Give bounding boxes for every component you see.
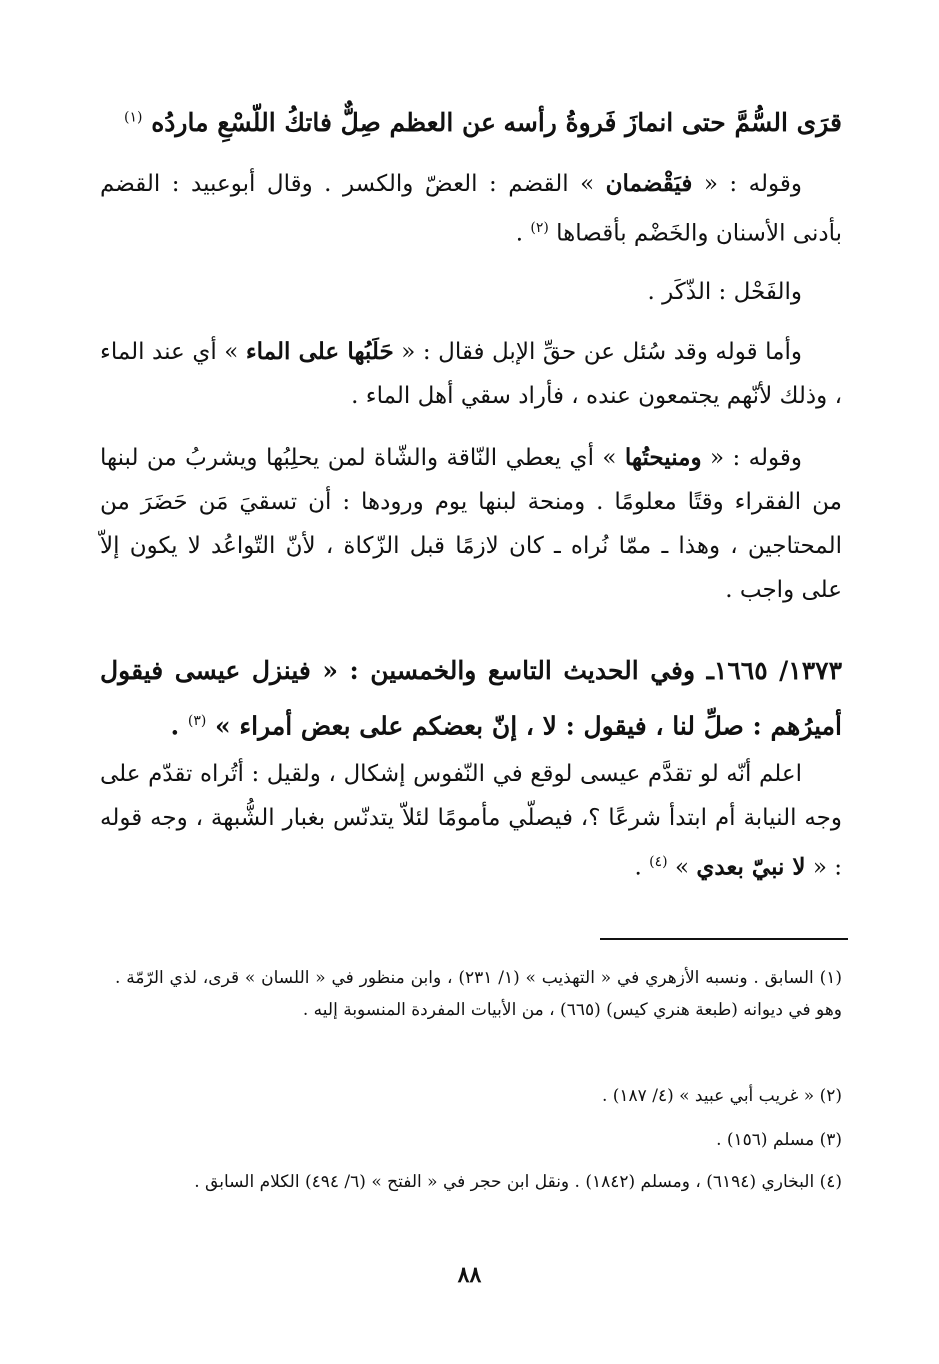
paragraph-text: وأما قوله وقد سُئل عن حقِّ الإبل فقال : «: [393, 339, 802, 365]
footnote-2: (٢) « غريب أبي عبيد » (٤/ ١٨٧) .: [601, 1086, 842, 1106]
verse-second-hemistich-text: عن العظم صِلٌّ فاتكُ اللّسْعِ ماردُه: [151, 108, 496, 137]
paragraph-maniha: [100, 436, 842, 612]
paragraph-text: .: [515, 220, 531, 247]
paragraph-text: وقوله : «: [701, 445, 802, 471]
paragraph-text: والفَحْل : الذّكَر .: [647, 279, 802, 305]
paragraph-text: وقوله : «: [692, 171, 802, 197]
paragraph-halab: [100, 330, 842, 418]
paragraph-qadm: [100, 162, 842, 256]
footnote-marker: (١): [124, 109, 143, 126]
footnote-3: (٣) مسلم (١٥٦) .: [716, 1130, 842, 1150]
paragraph-text: » القضم : العضّ والكسر . وقال أبوعبيد : القضم بأدنى الأسنان والخَضْم بأقصاها: [100, 171, 842, 247]
verse-second-hemistich: [124, 108, 496, 137]
verse-first-hemistich: قرَى السُّمَّ حتى انمازَ فَروةُ رأسه: [503, 108, 842, 137]
paragraph-text: » أي عند الماء ، وذلك لأنّهم يجتمعون عنده ، فأراد سقي أهل الماء .: [100, 339, 842, 409]
paragraph-text: .: [634, 854, 650, 881]
quoted-term: حَلَبُها على الماء: [245, 338, 394, 365]
hadith-heading: [100, 646, 842, 751]
quoted-term: ومنيحتُها: [624, 444, 702, 471]
quoted-term: فيَقْضمان: [605, 170, 693, 197]
paragraph-fahl: [100, 270, 842, 314]
footnote-marker: (٤): [649, 854, 668, 870]
hadith-text: .: [170, 711, 188, 741]
footnote-divider: [600, 938, 848, 940]
paragraph-text: » أي يعطي النّاقة والشّاة لمن يحلِبُها ويشربُ من لبنها من الفقراء وقتًا معلومًا . ومنحة لبنها يوم ورودها : أن تسقيَ مَن حَضَرَ من المحتاجين ، وهذا ـ ممّا نُراه ـ كان لازمًا قبل الزّكاة ، لأنّ التّواعُد لا يكون إلاّ على واجب .: [100, 445, 842, 603]
poetry-verse: [100, 108, 842, 158]
quoted-term: لا نبيّ بعدي: [696, 853, 806, 881]
hadith-text: ١٣٧٣/ ١٦٦٥ـ وفي الحديث التاسع والخمسين : « فينزل عيسى فيقول أميرُهم : صلِّ لنا ، فيقول : لا ، إنّ بعضكم على بعض أمراء »: [100, 656, 842, 741]
footnote-marker: (٣): [187, 713, 207, 729]
footnote-4: (٤) البخاري (٦١٩٤) ، ومسلم (١٨٤٢) . ونقل ابن حجر في « الفتح » (٦/ ٤٩٤) الكلام السابق .: [194, 1172, 842, 1192]
footnote-marker: (٢): [530, 220, 549, 236]
footnote-1: (١) السابق . ونسبه الأزهري في « التهذيب » (١/ ٢٣١) ، وابن منظور في « اللسان » قرى، لذي الرّمّة . وهو في ديوانه (طبعة هنري كيس) (٦٦٥) ، من الأبيات المفردة المنسوبة إليه .: [115, 968, 842, 1020]
paragraph-explanation: [100, 752, 842, 890]
paragraph-text: اعلم أنّه لو تقدَّم عيسى لوقع في النّفوس إشكال ، ولقيل : أتُراه تقدّم على وجه النيابة أم ابتدأ شرعًا ؟، فيصلّي مأمومًا لئلاّ يتدنّس بغبار الشُّبهة ، وجه قوله : «: [100, 761, 842, 881]
page-number: ٨٨: [457, 1262, 482, 1288]
paragraph-text: »: [674, 854, 697, 881]
